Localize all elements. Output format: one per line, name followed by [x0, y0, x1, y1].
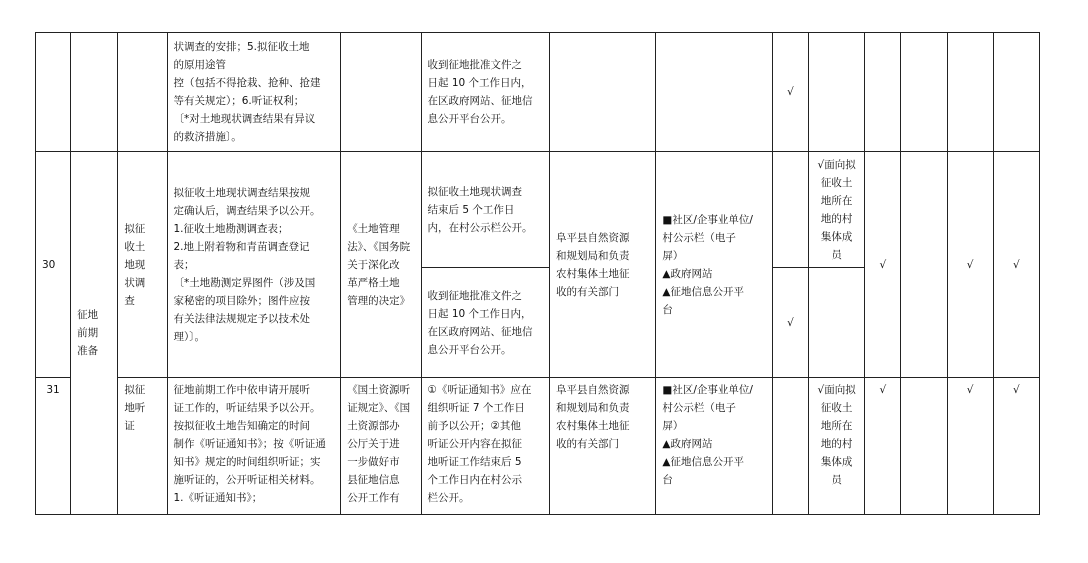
- subject-cell: 阜平县自然资源 和规划局和负责 农村集体土地征 收的有关部门: [550, 152, 656, 378]
- timing-cell: 收到征地批准文件之 日起 10 个工作日内， 在区政府网站、征地信 息公开平台公开。: [421, 33, 550, 152]
- basis-cell: [341, 33, 421, 152]
- channel-cell: [656, 33, 772, 152]
- check-cell: [865, 33, 901, 152]
- subject-cell: 阜平县自然资源 和规划局和负责 农村集体土地征 收的有关部门: [550, 378, 656, 515]
- category-cell: [71, 33, 118, 152]
- check-cell: [993, 33, 1039, 152]
- check-cell: [947, 33, 993, 152]
- channel-cell: ■社区/企事业单位/ 村公示栏（电子 屏） ▲政府网站 ▲征地信息公开平 台: [656, 378, 772, 515]
- content-cell: 征地前期工作中依申请开展听 证工作的，听证结果予以公开。 按拟征收土地告知确定的时间 制作《听证通知书》；按《听证通 知书》规定的时间组织听证；实 施听证的，公开听证相关材料。 1.《听证通知书》；: [167, 378, 341, 515]
- scope-cell: [809, 33, 865, 152]
- disclosure-table: [35, 32, 1040, 515]
- check-cell: √: [772, 33, 808, 152]
- timing-cell: 收到征地批准文件之 日起 10 个工作日内， 在区政府网站、征地信 息公开平台公开。: [421, 268, 550, 378]
- check-cell: √: [947, 378, 993, 515]
- content-cell: 拟征收土地现状调查结果按规 定确认后，调查结果予以公开。 1.征收土地勘测调查表； 2.地上附着物和青苗调查登记 表； 〔*土地勘测定界图件（涉及国 家秘密的项目除外；图件应按 有关法律法规规定予以技术处 理）〕。: [167, 152, 341, 378]
- basis-cell: 《国土资源听 证规定》、《国 土资源部办 公厅关于进 一步做好市 县征地信息 公开工作有: [341, 378, 421, 515]
- check-cell: √: [865, 152, 901, 378]
- timing-cell: 拟征收土地现状调查 结束后 5 个工作日 内，在村公示栏公开。: [421, 152, 550, 268]
- item-label: 拟征 地听 证: [118, 378, 167, 515]
- check-cell: √: [772, 268, 808, 378]
- check-cell: [901, 33, 947, 152]
- content-cell: 状调查的安排；5.拟征收土地 的原用途管 控（包括不得抢栽、抢种、抢建 等有关规定）；6.听证权利； 〔*对土地现状调查结果有异议 的救济措施〕。: [167, 33, 341, 152]
- basis-cell: 《土地管理 法》、《国务院 关于深化改 革严格土地 管理的决定》: [341, 152, 421, 378]
- table-row-continuation: [36, 33, 1040, 152]
- item-cell: [118, 33, 167, 152]
- number-cell: [36, 33, 71, 152]
- check-cell: √: [993, 378, 1039, 515]
- check-cell: [901, 378, 947, 515]
- channel-cell: ■社区/企事业单位/ 村公示栏（电子 屏） ▲政府网站 ▲征地信息公开平 台: [656, 152, 772, 378]
- table-row-31: [36, 378, 1040, 515]
- scope-cell: √面向拟 征收土 地所在 地的村 集体成 员: [809, 152, 865, 268]
- check-cell: [772, 152, 808, 268]
- table-row-30: [36, 152, 1040, 268]
- check-cell: √: [947, 152, 993, 378]
- item-label: 拟征 收土 地现 状调 查: [118, 152, 167, 378]
- scope-cell: [809, 268, 865, 378]
- check-cell: [901, 152, 947, 378]
- subject-cell: [550, 33, 656, 152]
- row-number: 31: [36, 378, 71, 515]
- check-cell: √: [993, 152, 1039, 378]
- check-cell: [772, 378, 808, 515]
- timing-cell: ①《听证通知书》应在 组织听证 7 个工作日 前予以公开；②其他 听证公开内容在拟征 地听证工作结束后 5 个工作日内在村公示 栏公开。: [421, 378, 550, 515]
- scope-cell: √面向拟 征收土 地所在 地的村 集体成 员: [809, 378, 865, 515]
- check-cell: √: [865, 378, 901, 515]
- category-label: 征地 前期 准备: [71, 152, 118, 515]
- row-number: 30: [36, 152, 71, 378]
